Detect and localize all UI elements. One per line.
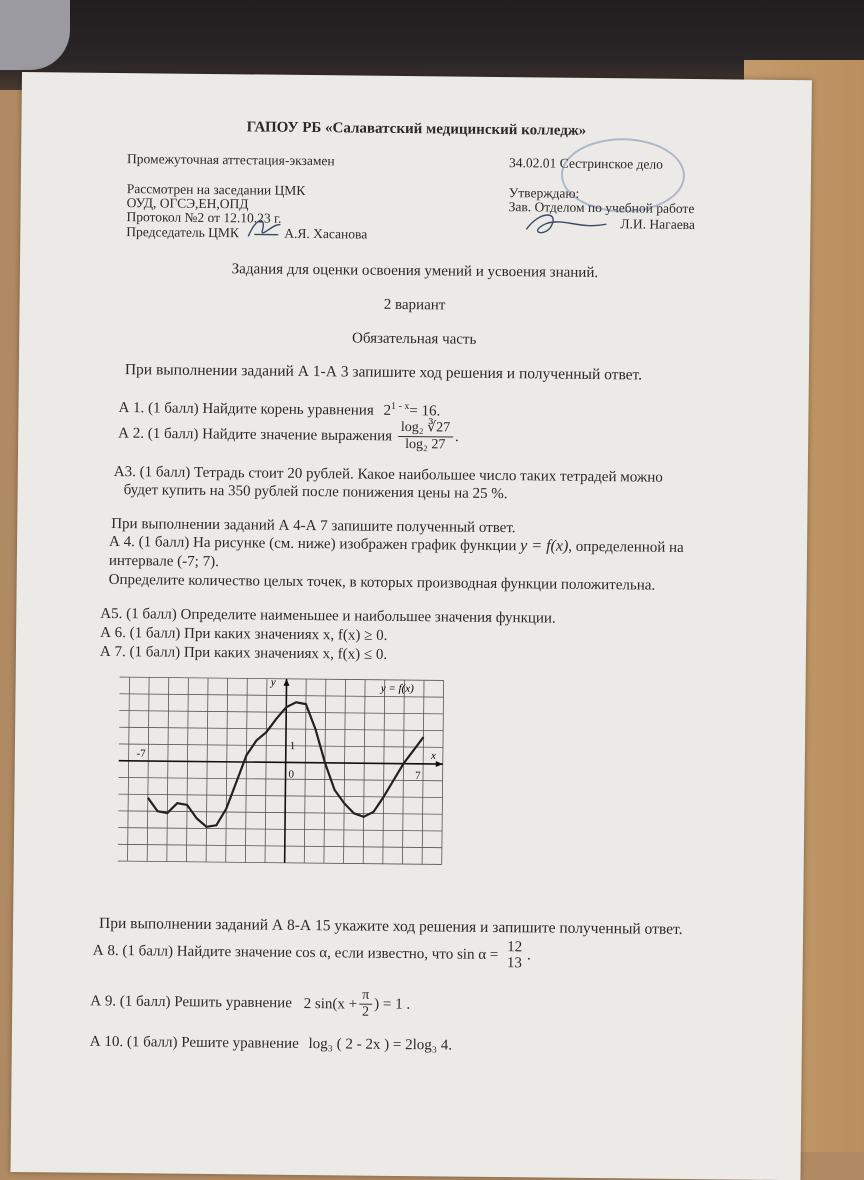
grid-line-horizontal [119,727,443,730]
grid-line-vertical [383,680,385,864]
task-a9-numerator: π [359,988,372,1005]
tick-label: 0 [288,768,295,781]
function-graph [110,669,452,873]
task-a9-fraction [359,988,372,1021]
stamp [561,138,686,213]
grid-line-horizontal [118,794,442,797]
y-axis-arrow [283,679,289,686]
task-a9-denominator: 2 [361,1004,370,1020]
task-a1-exponent: 1 - x [391,400,410,413]
task-a3-line-1: А3. (1 балл) Тетрадь стоит 20 рублей. Какое наибольшее число таких тетрадей можно [113,463,663,486]
exam-sheet [10,72,811,1180]
task-a4-line-3: Определите количество целых точек, в которых производная функции положительна. [108,571,656,594]
x-axis-label: x [431,749,437,762]
task-a4-function: y = f(x) [520,537,569,555]
section-3-intro: При выполнении заданий А 8-А 15 укажите ход решения и запишите полученный ответ. [99,914,683,938]
grid-line-vertical [402,680,404,864]
grid-line-vertical [324,679,326,863]
task-a2 [118,417,459,461]
task-a2-fraction [398,420,454,454]
director-signature [520,207,610,242]
approved-line-2: Зав. Отделом по учебной работе [508,199,695,217]
task-a9-equation-end: ) = 1 . [374,996,411,1013]
tick-label: 7 [415,769,421,782]
task-a9 [90,985,410,1028]
task-a8-numerator: 12 [507,939,523,956]
task-a8-text: А 8. (1 балл) Найдите значение cos α, если известно, что sin α = [92,942,499,964]
task-a4-line-2: интервале (-7; 7). [108,552,219,571]
graph-tick-labels [136,738,421,781]
task-a4-text: А 4. (1 балл) На рисунке (см. ниже) изображен график функции [108,533,517,555]
task-a8-fraction [504,939,525,971]
approved-name: Л.И. Нагаева [620,216,696,233]
grid-line-vertical [147,677,149,861]
section-2-intro: При выполнении заданий А 4-А 7 запишите полученный ответ. [111,515,516,537]
task-a2-text: А 2. (1 балл) Найдите значение выражения [118,425,393,445]
grid-line-vertical [206,678,208,862]
task-a2-tail: . [454,429,459,446]
assignment-title: Задания для оценки освоения умений и усвоения знаний. [231,261,599,282]
task-a8-tail: . [526,947,531,964]
reviewed-line-1: Рассмотрен на заседании ЦМК [126,181,306,198]
task-a1-rhs: = 16. [409,403,441,420]
task-a3-line-2: будет купить на 350 рублей после понижения цены на 25 %. [123,482,508,503]
task-a2-denominator: log₂ 27 [405,437,446,453]
task-a10-equation: log₃ ( 2 - 2x ) = 2log₃ 4. [308,1036,453,1054]
task-a10 [90,1033,452,1055]
grid-line-vertical [128,677,130,861]
variant: 2 вариант [383,296,446,314]
x-axis [119,761,443,764]
grid-line-horizontal [119,744,443,747]
chair-signature [244,212,284,242]
graph-axes [118,677,444,864]
section-1-intro: При выполнении заданий А 1-А 3 запишите ход решения и полученный ответ. [124,361,643,384]
grid-line-horizontal [118,844,442,847]
grid-line-horizontal [120,677,444,680]
tick-label: 1 [289,740,296,753]
grid-line-vertical [167,678,169,862]
task-a8 [93,935,531,984]
task-a2-numerator: log₂ ∛27 [398,420,453,438]
grid-line-vertical [186,678,188,862]
task-a1-text: А 1. (1 балл) Найдите корень уравнения [118,400,374,419]
chair-name: А.Я. Хасанова [284,225,368,242]
exam-type: Промежуточная аттестация-экзамен [127,151,335,169]
task-a1-base: 2 [383,402,392,419]
grid-line-vertical [344,679,346,863]
grid-line-vertical [442,680,444,864]
task-a9-text: А 9. (1 балл) Решить уравнение [90,993,292,1012]
grid-line-horizontal [118,861,442,864]
task-a7: А 7. (1 балл) При каких значениях x, f(x) ≤ 0. [99,643,388,663]
reviewed-line-4: Председатель ЦМК [126,224,240,241]
approved-line-1: Утверждаю: [508,185,580,201]
specialty: 34.02.01 Сестринское дело [508,155,664,172]
grid-line-vertical [245,678,247,862]
task-a6: А 6. (1 балл) При каких значениях x, f(x) ≥ 0. [100,624,388,644]
reviewed-line-2: ОУД, ОГСЭ,ЕН,ОПД [126,195,249,212]
task-a4-text-end: , определенной на [568,538,684,556]
grid-line-vertical [226,678,228,862]
task-a8-denominator: 13 [506,955,523,972]
grid-line-vertical [363,680,365,864]
grid-line-horizontal [118,828,442,831]
grid-line-vertical [265,679,267,863]
reviewed-line-3: Протокол №2 от 12.10.23 г. [126,209,282,226]
y-axis-label: y [270,676,276,689]
task-a9-equation-start: 2 sin(x + [303,995,358,1013]
x-axis-arrow [436,761,443,767]
tick-label: -7 [136,747,146,760]
task-a5: А5. (1 балл) Определите наименьшее и наибольшее значения функции. [100,605,556,627]
graph-grid [118,677,444,864]
institution-title: ГАПОУ РБ «Салаватский медицинский колледж» [246,119,587,139]
graph-title: y = f(x) [380,682,414,695]
task-a10-text: А 10. (1 балл) Решите уравнение [89,1033,299,1052]
mandatory-part: Обязательная часть [351,330,477,348]
grid-line-vertical [422,680,424,864]
